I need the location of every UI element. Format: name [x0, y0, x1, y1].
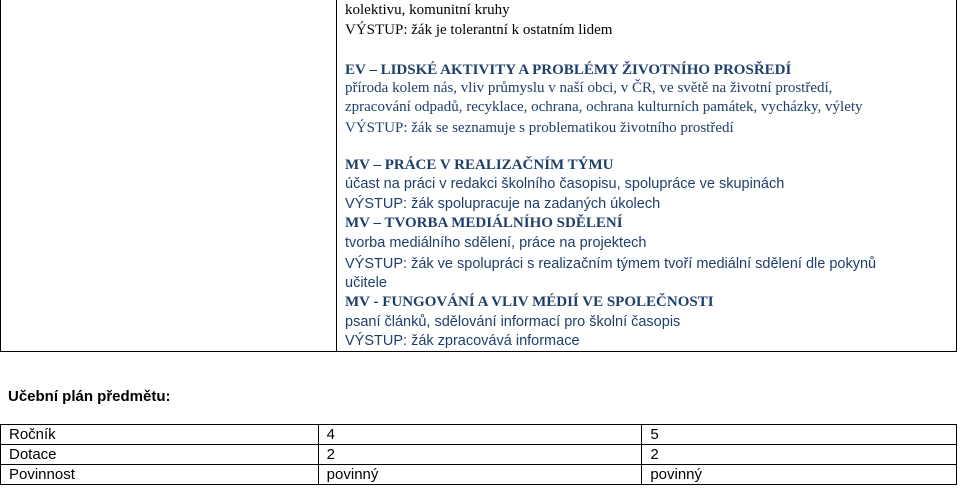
text-line: příroda kolem nás, vliv průmyslu v naší obci, v ČR, ve světě na životní prostředí,	[345, 80, 833, 96]
table-cell: Ročník	[1, 425, 319, 445]
left-column-cell	[1, 0, 337, 351]
plan-table	[0, 424, 957, 485]
vystup-line: VÝSTUP: žák zpracovává informace	[345, 333, 580, 349]
section-heading-mv-function: MV - FUNGOVÁNÍ A VLIV MÉDIÍ VE SPOLEČNOSTI	[345, 294, 714, 310]
table-cell: povinný	[642, 465, 957, 485]
section-heading-mv-team: MV – PRÁCE V REALIZAČNÍM TÝMU	[345, 157, 614, 173]
table-cell: 2	[318, 445, 642, 465]
text-line: zpracování odpadů, recyklace, ochrana, ochrana kulturních památek, vycházky, výlety	[345, 99, 863, 115]
table-row	[1, 425, 957, 445]
table-row	[1, 445, 957, 465]
table-cell: Dotace	[1, 445, 319, 465]
vystup-line: VÝSTUP: žák ve spolupráci s realizačním týmem tvoří mediální sdělení dle pokynů	[345, 256, 877, 272]
table-cell: 5	[642, 425, 957, 445]
vystup-line: VÝSTUP: žák je tolerantní k ostatním lidem	[345, 22, 613, 38]
table-cell: 2	[642, 445, 957, 465]
text-line: tvorba mediálního sdělení, práce na projektech	[345, 235, 647, 251]
table-cell: povinný	[318, 465, 642, 485]
section-heading-ev: EV – LIDSKÉ AKTIVITY A PROBLÉMY ŽIVOTNÍHO PROSŘEDÍ	[345, 62, 792, 78]
vystup-line: VÝSTUP: žák se seznamuje s problematikou životního prostředí	[345, 120, 734, 136]
table-cell: Povinnost	[1, 465, 319, 485]
text-line: kolektivu, komunitní kruhy	[345, 2, 510, 18]
table-row	[1, 465, 957, 485]
vystup-line: VÝSTUP: žák spolupracuje na zadaných úkolech	[345, 196, 661, 212]
text-line: účast na práci v redakci školního časopisu, spolupráce ve skupinách	[345, 176, 785, 192]
section-heading-mv-media: MV – TVORBA MEDIÁLNÍHO SDĚLENÍ	[345, 215, 623, 231]
table-cell: 4	[318, 425, 642, 445]
plan-title: Učební plán předmětu:	[8, 388, 171, 405]
text-line: psaní článků, sdělování informací pro školní časopis	[345, 314, 681, 330]
text-line: učitele	[345, 275, 387, 291]
